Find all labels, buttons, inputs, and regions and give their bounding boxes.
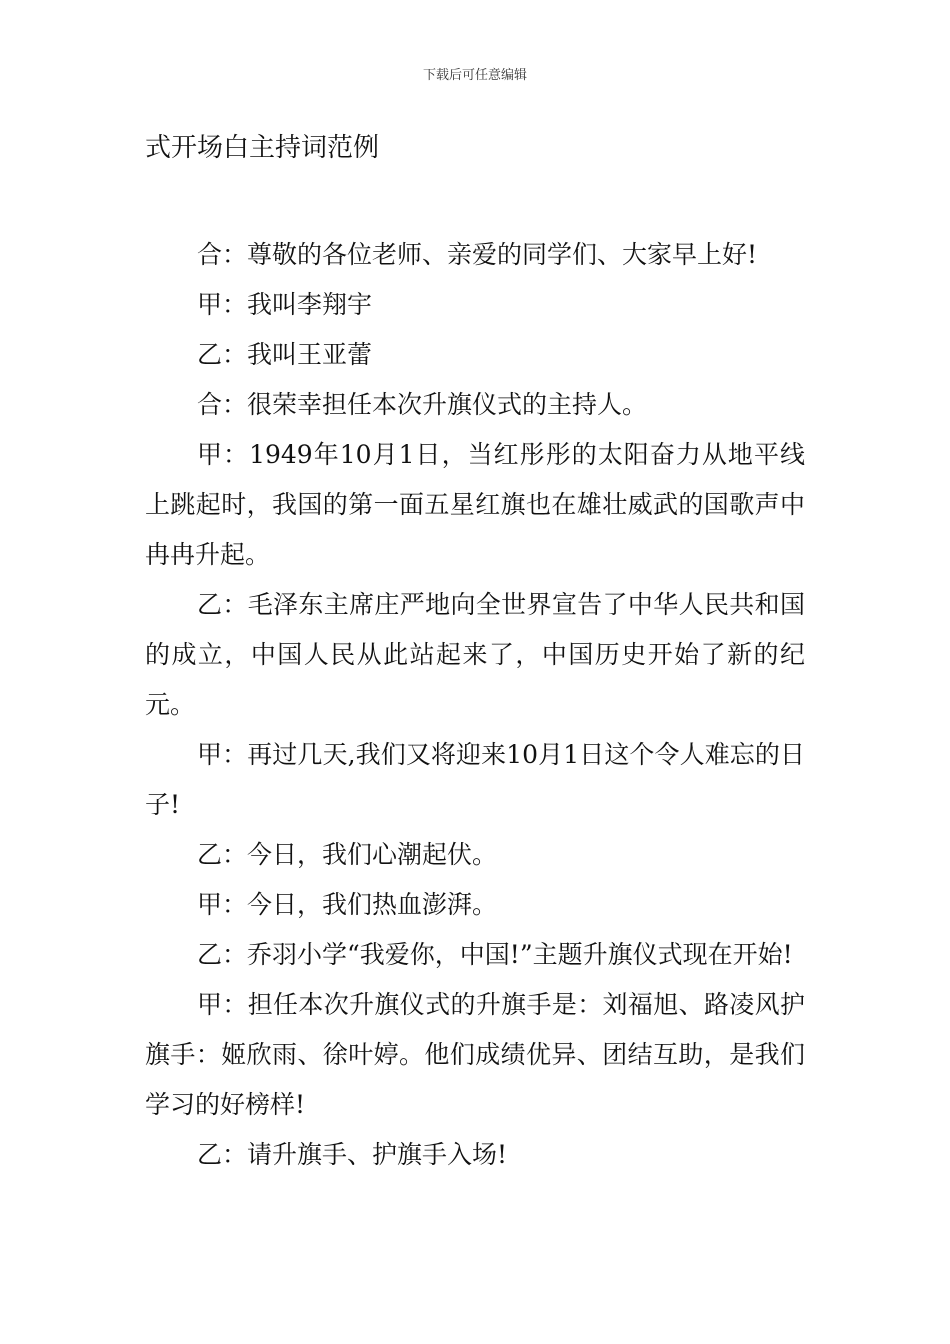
paragraph: 甲：再过几天,我们又将迎来10月1日这个令人难忘的日子! (145, 740, 805, 819)
paragraph: 甲：1949年10月1日，当红彤彤的太阳奋力从地平线上跳起时，我国的第一面五星红旗也在雄壮威武的国歌声中冉冉升起。 (145, 440, 805, 569)
paragraph: 乙：乔羽小学“我爱你，中国!”主题升旗仪式现在开始! (197, 940, 793, 969)
paragraph: 乙：我叫王亚蕾 (197, 340, 373, 369)
paragraph: 乙：请升旗手、护旗手入场! (197, 1140, 508, 1169)
paragraph: 甲：今日，我们热血澎湃。 (197, 890, 498, 919)
document-body (145, 230, 805, 1180)
paragraph: 合：尊敬的各位老师、亲爱的同学们、大家早上好! (197, 240, 758, 269)
page-header-note: 下载后可任意编辑 (422, 68, 527, 83)
paragraph: 乙：今日，我们心潮起伏。 (197, 840, 498, 869)
paragraph: 合：很荣幸担任本次升旗仪式的主持人。 (197, 390, 648, 419)
paragraph: 乙：毛泽东主席庄严地向全世界宣告了中华人民共和国的成立，中国人民从此站起来了，中国历史开始了新的纪元。 (145, 590, 805, 719)
paragraph: 甲：担任本次升旗仪式的升旗手是：刘福旭、路凌风护旗手：姬欣雨、徐叶婷。他们成绩优异、团结互助，是我们学习的好榜样! (145, 990, 805, 1119)
paragraph: 甲：我叫李翔宇 (197, 290, 373, 319)
document-title: 式开场白主持词范例 (145, 133, 380, 163)
